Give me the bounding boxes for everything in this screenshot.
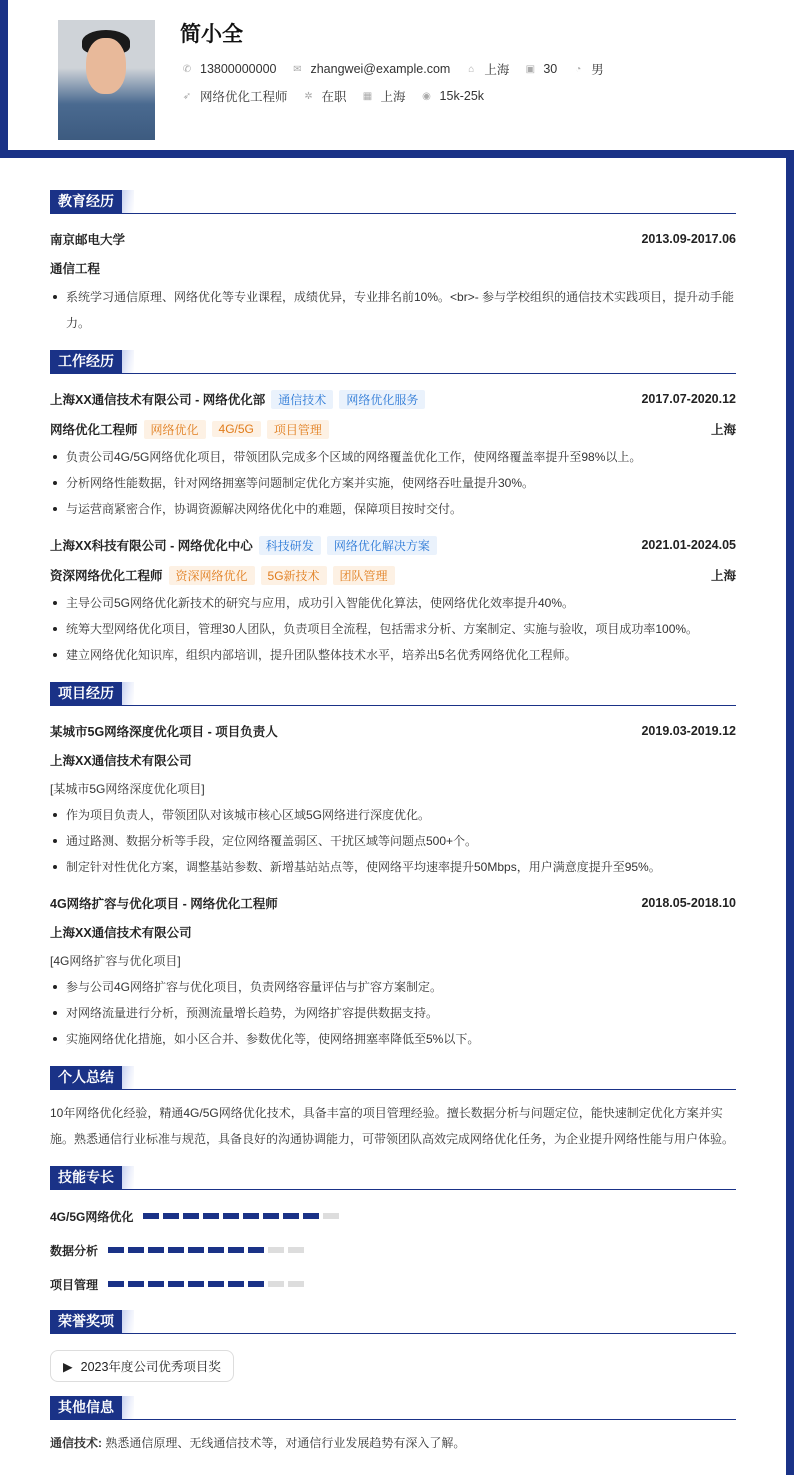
skill-level-segment bbox=[283, 1213, 299, 1219]
skill-level-segment bbox=[248, 1247, 264, 1253]
other-label: 通信技术: bbox=[50, 1436, 102, 1450]
project-header bbox=[50, 716, 736, 746]
industry-tag: 通信技术 bbox=[271, 390, 333, 409]
skill-tag: 团队管理 bbox=[333, 566, 395, 585]
skill-level-segment bbox=[108, 1281, 124, 1287]
period: 2019.03-2019.12 bbox=[641, 724, 736, 738]
job-city: 上海 bbox=[710, 423, 736, 437]
spacer bbox=[50, 522, 736, 530]
skill-level-segment bbox=[288, 1281, 304, 1287]
school: 南京邮电大学 bbox=[50, 233, 126, 247]
period: 2013.09-2017.06 bbox=[641, 232, 736, 246]
project-desc: [某城市5G网络深度优化项目] bbox=[50, 782, 205, 796]
skill-level-segment bbox=[203, 1213, 219, 1219]
projects-section bbox=[50, 682, 736, 1052]
list-item: 制定针对性优化方案，调整基站参数、新增基站站点等，使网络平均速率提升50Mbps，用户满意度提升至95%。 bbox=[50, 854, 736, 880]
other-text: 熟悉通信原理、无线通信技术等，对通信行业发展趋势有深入了解。 bbox=[105, 1436, 466, 1450]
company: 上海XX科技有限公司 - 网络优化中心 bbox=[50, 539, 253, 553]
skill-level-segment bbox=[148, 1247, 164, 1253]
industry-tag: 网络优化服务 bbox=[339, 390, 425, 409]
section-title: 技能专长 bbox=[50, 1166, 122, 1189]
status-icon: ✲ bbox=[304, 90, 313, 102]
skill-tag: 项目管理 bbox=[267, 420, 329, 439]
skill-level-segment bbox=[143, 1213, 159, 1219]
section-title: 荣誉奖项 bbox=[50, 1310, 122, 1333]
other-section bbox=[50, 1396, 736, 1456]
skill-tag: 4G/5G bbox=[212, 421, 261, 437]
list-item: 系统学习通信原理、网络优化等专业课程，成绩优异，专业排名前10%。<br>- 参与学校组织的通信技术实践项目，提升动手能力。 bbox=[50, 284, 736, 336]
skill-level-segment bbox=[228, 1247, 244, 1253]
skill-level-bar bbox=[108, 1281, 304, 1287]
skill-tag: 5G新技术 bbox=[261, 566, 327, 585]
awards-section bbox=[50, 1310, 736, 1382]
skill-name: 项目管理 bbox=[50, 1277, 99, 1292]
skill-level-segment bbox=[303, 1213, 319, 1219]
skill-level-segment bbox=[208, 1281, 224, 1287]
resume-header bbox=[0, 0, 794, 158]
industry-tag: 网络优化解决方案 bbox=[327, 536, 437, 555]
skill-level-segment bbox=[323, 1213, 339, 1219]
list-item: 与运营商紧密合作，协调资源解决网络优化中的难题，保障项目按时交付。 bbox=[50, 496, 736, 522]
job-role-group bbox=[50, 420, 329, 439]
skill-level-segment bbox=[188, 1281, 204, 1287]
age-icon: ▣ bbox=[525, 63, 536, 75]
list-item: 建立网络优化知识库，组织内部培训，提升团队整体技术水平，培养出5名优秀网络优化工程师。 bbox=[50, 642, 736, 668]
job-city: 上海 bbox=[710, 569, 736, 583]
period: 2018.05-2018.10 bbox=[641, 896, 736, 910]
job-header bbox=[50, 384, 736, 414]
role: 网络优化工程师 bbox=[50, 423, 138, 437]
job-company-group bbox=[50, 536, 437, 555]
skill-level-segment bbox=[228, 1281, 244, 1287]
list-item: 主导公司5G网络优化新技术的研究与应用，成功引入智能优化算法，使网络优化效率提升40%。 bbox=[50, 590, 736, 616]
skill-level-segment bbox=[268, 1247, 284, 1253]
section-title: 工作经历 bbox=[50, 350, 122, 373]
skill-level-bar bbox=[143, 1213, 339, 1219]
project-header bbox=[50, 888, 736, 918]
award-item[interactable] bbox=[50, 1350, 234, 1382]
skill-name: 4G/5G网络优化 bbox=[50, 1209, 134, 1224]
summary-text: 10年网络优化经验，精通4G/5G网络优化技术，具备丰富的项目管理经验。擅长数据分析与问题定位，能快速制定优化方案并实施。熟悉通信行业标准与规范，具备良好的沟通协调能力，可带领团队高效完成网络优化任务，为企业提升网络性能与用户体验。 bbox=[50, 1106, 735, 1146]
project-name: 4G网络扩容与优化项目 - 网络优化工程师 bbox=[50, 897, 278, 911]
skill-level-segment bbox=[163, 1213, 179, 1219]
section-title: 项目经历 bbox=[50, 682, 122, 705]
education-section bbox=[50, 190, 736, 336]
list-item: 通过路测、数据分析等手段，定位网络覆盖弱区、干扰区域等问题点500+个。 bbox=[50, 828, 736, 854]
company: 上海XX通信技术有限公司 - 网络优化部 bbox=[50, 393, 266, 407]
age: 30 bbox=[543, 62, 558, 76]
list-item: 分析网络性能数据，针对网络拥塞等问题制定优化方案并实施，使网络吞吐量提升30%。 bbox=[50, 470, 736, 496]
project-desc: [4G网络扩容与优化项目] bbox=[50, 954, 181, 968]
section-title: 个人总结 bbox=[50, 1066, 122, 1089]
list-item: 实施网络优化措施，如小区合并、参数优化等，使网络拥塞率降低至5%以下。 bbox=[50, 1026, 736, 1052]
job-intent-row bbox=[180, 87, 492, 105]
skill-level-segment bbox=[208, 1247, 224, 1253]
candidate-name: 简小全 bbox=[180, 23, 243, 46]
target-city: 上海 bbox=[380, 90, 406, 104]
salary: 15k-25k bbox=[439, 89, 485, 103]
email: zhangwei@example.com bbox=[310, 62, 451, 76]
industry-tag: 科技研发 bbox=[259, 536, 321, 555]
skill-item bbox=[50, 1204, 400, 1228]
city: 上海 bbox=[484, 63, 510, 77]
skill-level-segment bbox=[268, 1281, 284, 1287]
skills-section bbox=[50, 1166, 736, 1296]
list-item: 对网络流量进行分析，预测流量增长趋势，为网络扩容提供数据支持。 bbox=[50, 1000, 736, 1026]
skill-level-segment bbox=[248, 1281, 264, 1287]
section-title: 其他信息 bbox=[50, 1396, 122, 1419]
contact-row bbox=[180, 60, 612, 78]
phone-icon: ✆ bbox=[182, 63, 192, 75]
skill-name: 数据分析 bbox=[50, 1243, 99, 1258]
list-item: 作为项目负责人，带领团队对该城市核心区域5G网络进行深度优化。 bbox=[50, 802, 736, 828]
send-icon: ➶ bbox=[182, 90, 192, 102]
skill-level-segment bbox=[168, 1247, 184, 1253]
list-item: 参与公司4G网络扩容与优化项目，负责网络容量评估与扩容方案制定。 bbox=[50, 974, 736, 1000]
target-position: 网络优化工程师 bbox=[200, 90, 288, 104]
home-icon: ⌂ bbox=[468, 63, 475, 75]
job-role-row bbox=[50, 414, 736, 444]
list-item: 负责公司4G/5G网络优化项目，带领团队完成多个区域的网络覆盖优化工作，使网络覆盖率提升至98%以上。 bbox=[50, 444, 736, 470]
period: 2017.07-2020.12 bbox=[641, 392, 736, 406]
skill-level-segment bbox=[108, 1247, 124, 1253]
profile-photo bbox=[58, 20, 155, 140]
list-item: 统筹大型网络优化项目，管理30人团队，负责项目全流程，包括需求分析、方案制定、实施与验收，项目成功率100%。 bbox=[50, 616, 736, 642]
email-icon: ✉ bbox=[293, 63, 302, 75]
phone: 13800000000 bbox=[200, 62, 277, 76]
skill-level-segment bbox=[243, 1213, 259, 1219]
skill-level-segment bbox=[223, 1213, 239, 1219]
summary-section bbox=[50, 1066, 736, 1152]
job-status: 在职 bbox=[321, 90, 347, 104]
job-header bbox=[50, 530, 736, 560]
skill-level-bar bbox=[108, 1247, 304, 1253]
skill-level-segment bbox=[128, 1281, 144, 1287]
skill-item bbox=[50, 1238, 400, 1262]
skill-tag: 网络优化 bbox=[144, 420, 206, 439]
project-company: 上海XX通信技术有限公司 bbox=[50, 926, 192, 940]
job-company-group bbox=[50, 390, 425, 409]
job-role-row bbox=[50, 560, 736, 590]
skill-level-segment bbox=[183, 1213, 199, 1219]
work-section bbox=[50, 350, 736, 668]
skill-level-segment bbox=[148, 1281, 164, 1287]
skill-level-segment bbox=[263, 1213, 279, 1219]
gender: 男 bbox=[591, 63, 604, 77]
skill-item bbox=[50, 1272, 400, 1296]
project-name: 某城市5G网络深度优化项目 - 项目负责人 bbox=[50, 725, 278, 739]
resume-body bbox=[0, 158, 794, 1475]
major: 通信工程 bbox=[50, 262, 101, 276]
caret-right-icon: ▶ bbox=[63, 1359, 73, 1374]
salary-icon: ◉ bbox=[422, 90, 431, 102]
gender-icon: ◔ bbox=[575, 63, 582, 75]
skill-level-segment bbox=[168, 1281, 184, 1287]
project-company: 上海XX通信技术有限公司 bbox=[50, 754, 192, 768]
skill-level-segment bbox=[288, 1247, 304, 1253]
skill-tag: 资深网络优化 bbox=[169, 566, 255, 585]
skill-level-segment bbox=[188, 1247, 204, 1253]
skill-level-segment bbox=[128, 1247, 144, 1253]
section-title: 教育经历 bbox=[50, 190, 122, 213]
role: 资深网络优化工程师 bbox=[50, 569, 163, 583]
period: 2021.01-2024.05 bbox=[641, 538, 736, 552]
job-role-group bbox=[50, 566, 395, 585]
award-label: 2023年度公司优秀项目奖 bbox=[80, 1360, 221, 1374]
spacer bbox=[50, 880, 736, 888]
building-icon: ▦ bbox=[362, 90, 373, 102]
